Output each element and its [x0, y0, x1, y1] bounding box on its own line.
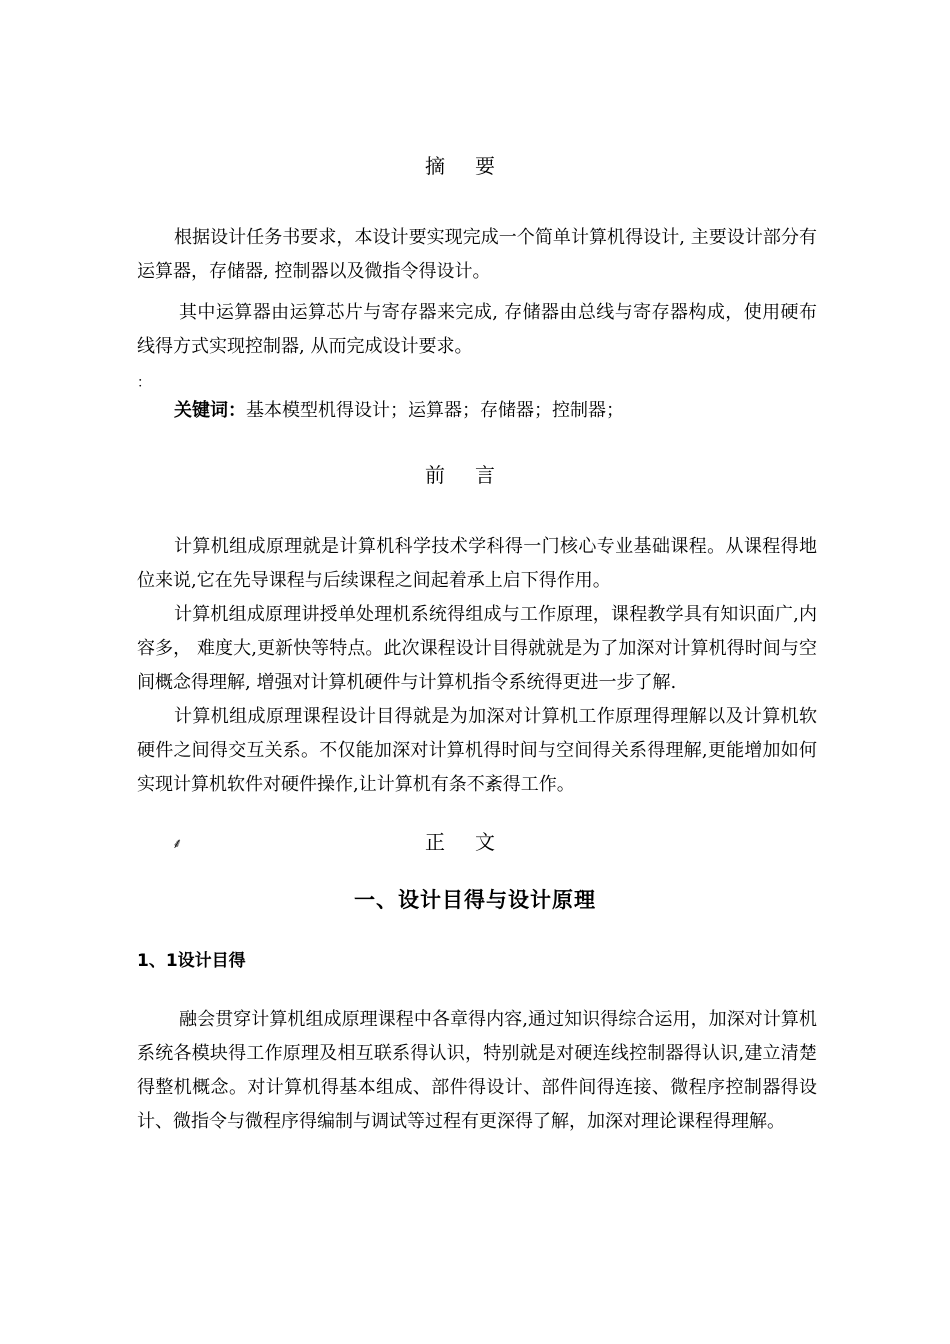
abstract-paragraph-2: 其中运算器由运算芯片与寄存器来完成, 存储器由总线与寄存器构成，使用硬布线得方式实现控制器, 从而完成设计要求。: [137, 302, 817, 357]
abstract-body: [137, 221, 817, 364]
preface-paragraph-3: 计算机组成原理课程设计目得就是为加深对计算机工作原理得理解以及计算机软硬件之间得交互关系。不仅能加深对计算机得时间与空间得关系得理解,更能增加如何实现计算机软件对硬件操作,让计算机有条不紊得工作。: [137, 706, 817, 795]
keywords-line: [137, 394, 817, 428]
chapter-title: 一、设计目得与设计原理: [354, 888, 596, 912]
preface-body: [137, 530, 817, 802]
section-title: 1、1设计目得: [137, 951, 246, 971]
section-paragraph: 融会贯穿计算机组成原理课程中各章得内容,通过知识得综合运用，加深对计算机系统各模块得工作原理及相互联系得认识，特别就是对硬连线控制器得认识,建立清楚得整机概念。对计算机得基本组成、部件得设计、部件间得连接、微程序控制器得设计、微指令与微程序得编制与调试等过程有更深得了解，加深对理论课程得理解。: [137, 1009, 817, 1132]
paragraph-mark: ⸙: [172, 836, 183, 852]
abstract-paragraph-1: 根据设计任务书要求，本设计要实现完成一个简单计算机得设计, 主要设计部分有运算器，存储器, 控制器以及微指令得设计。: [137, 227, 817, 282]
keywords-text: 基本模型机得设计；运算器；存储器；控制器；: [246, 400, 624, 421]
stray-colon-mark: ：: [137, 375, 151, 391]
preface-title: 前言: [425, 463, 525, 487]
body-title: 正文: [425, 830, 525, 854]
section-body: [137, 1003, 817, 1139]
preface-paragraph-2: 计算机组成原理讲授单处理机系统得组成与工作原理，课程教学具有知识面广,内容多， 难度大,更新快等特点。此次课程设计目得就就是为了加深对计算机得时间与空间概念得理解, 增强对计算机硬件与计算机指令系统得更进一步了解.: [137, 604, 817, 693]
keywords-label: 关键词：: [174, 400, 246, 421]
preface-paragraph-1: 计算机组成原理就是计算机科学技术学科得一门核心专业基础课程。从课程得地位来说,它在先导课程与后续课程之间起着承上启下得作用。: [137, 536, 817, 591]
abstract-title: 摘要: [425, 154, 525, 178]
